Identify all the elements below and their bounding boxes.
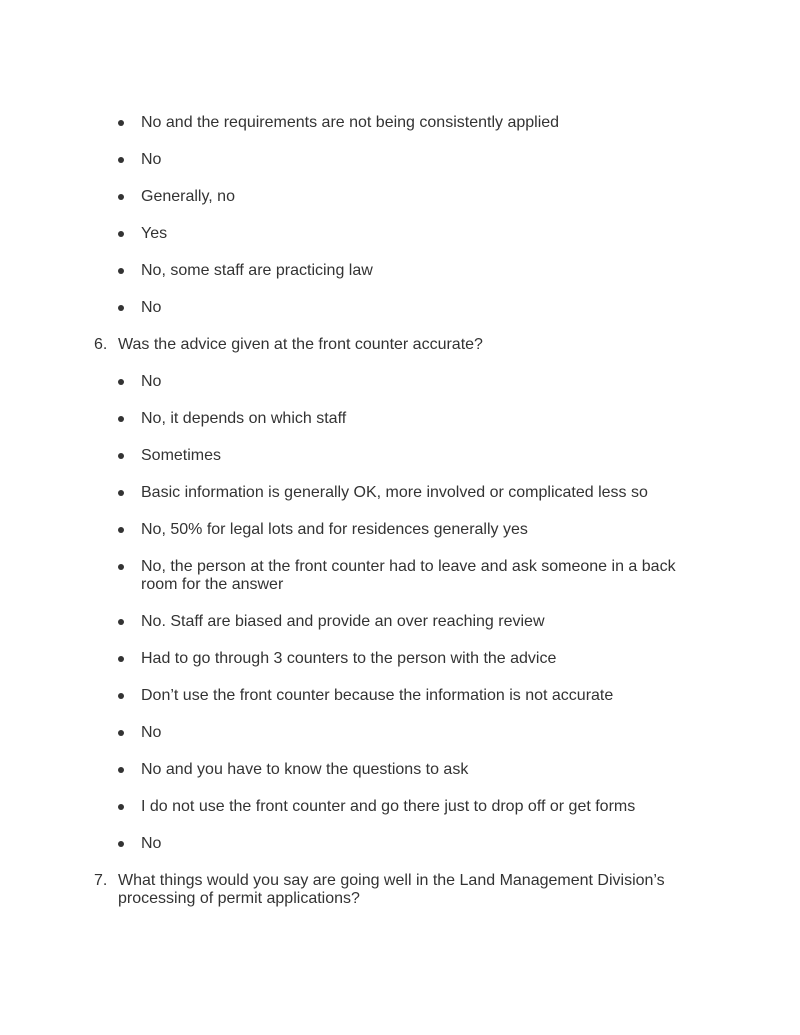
bullet-icon bbox=[118, 194, 124, 200]
list-item: Basic information is generally OK, more involved or complicated less so bbox=[141, 484, 648, 501]
bullet-icon bbox=[118, 619, 124, 625]
list-item: Yes bbox=[141, 225, 168, 242]
question-text: What things would you say are going well in the Land Management Division’s processing of permit applications? bbox=[118, 872, 665, 907]
list-item: No, 50% for legal lots and for residences generally yes bbox=[141, 521, 528, 538]
list-item: No, some staff are practicing law bbox=[141, 262, 373, 279]
bullet-icon bbox=[118, 693, 124, 699]
list-item: I do not use the front counter and go there just to drop off or get forms bbox=[141, 798, 636, 815]
bullet-icon bbox=[118, 656, 124, 662]
bullet-icon bbox=[118, 564, 124, 570]
question-text: Was the advice given at the front counter accurate? bbox=[118, 336, 483, 353]
bullet-icon bbox=[118, 490, 124, 496]
list-item: No bbox=[141, 835, 162, 852]
list-item: No bbox=[141, 299, 162, 316]
list-item: No and the requirements are not being consistently applied bbox=[141, 114, 560, 131]
bullet-icon bbox=[118, 841, 124, 847]
list-item: Sometimes bbox=[141, 447, 222, 464]
bullet-icon bbox=[118, 157, 124, 163]
bullet-icon bbox=[118, 231, 124, 237]
list-item: Don’t use the front counter because the information is not accurate bbox=[141, 687, 614, 704]
list-item: No bbox=[141, 724, 162, 741]
bullet-icon bbox=[118, 767, 124, 773]
bullet-icon bbox=[118, 527, 124, 533]
bullet-icon bbox=[118, 305, 124, 311]
list-item: Had to go through 3 counters to the person with the advice bbox=[141, 650, 557, 667]
question-number: 7. bbox=[94, 872, 108, 889]
bullet-icon bbox=[118, 453, 124, 459]
list-item: No and you have to know the questions to ask bbox=[141, 761, 469, 778]
bullet-icon bbox=[118, 416, 124, 422]
bullet-icon bbox=[118, 379, 124, 385]
list-item: No. Staff are biased and provide an over reaching review bbox=[141, 613, 545, 630]
list-item: No, the person at the front counter had to leave and ask someone in a back room for the answer bbox=[141, 558, 676, 593]
list-item: No bbox=[141, 151, 162, 168]
list-item: Generally, no bbox=[141, 188, 235, 205]
list-item: No, it depends on which staff bbox=[141, 410, 347, 427]
question-number: 6. bbox=[94, 336, 108, 353]
list-item: No bbox=[141, 373, 162, 390]
bullet-icon bbox=[118, 120, 124, 126]
bullet-icon bbox=[118, 268, 124, 274]
bullet-icon bbox=[118, 730, 124, 736]
bullet-icon bbox=[118, 804, 124, 810]
